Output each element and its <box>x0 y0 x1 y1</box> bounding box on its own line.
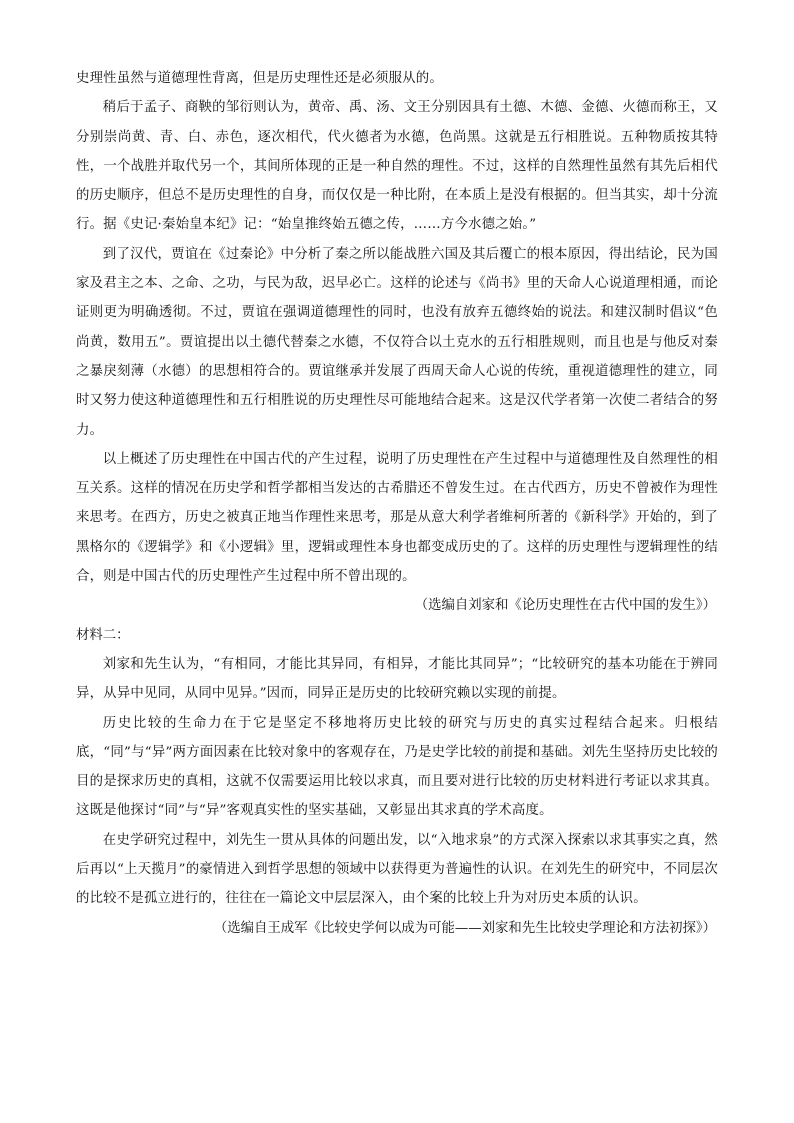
material-two-label: 材料二： <box>76 627 130 643</box>
source-citation-1: （选编自刘家和《论历史理性在古代中国的发生》） <box>414 598 716 614</box>
paragraph-continuation: 史理性虽然与道德理性背离，但是历史理性还是必须服从的。 <box>76 71 443 86</box>
paragraph-research-method: 在史学研究过程中，刘先生一贯从具体的问题出发，以“入地求泉”的方式深入探索以求其事实之真，然后再以“上天揽月”的豪情进入到哲学思想的领域中以获得更为普遍性的认识。在刘先生的研究中，不同层次的比较不是孤立进行的，往往在一篇论文中层层深入，由个案的比较上升为对历史本质的认识。 <box>76 832 718 907</box>
paragraph-comparison-premise: 刘家和先生认为，“有相同，才能比其异同，有相异，才能比其同异”；“比较研究的基本功能在于辨同异，从异中见同，从同中见异。”因而，同异正是历史的比较研究赖以实现的前提。 <box>76 656 718 702</box>
paragraph-comparison-vitality: 历史比较的生命力在于它是坚定不移地将历史比较的研究与历史的真实过程结合起来。归根结底，“同”与“异”两方面因素在比较对象中的客观存在，乃是史学比较的前提和基础。刘先生坚持历史比较的目的是探求历史的真相，这就不仅需要运用比较以求真，而且要对进行比较的历史材料进行考证以求其真。这既是他探讨“同”与“异”客观真实性的坚实基础，又彰显出其求真的学术高度。 <box>76 715 718 819</box>
source-citation-2: （选编自王成军《比较史学何以成为可能——刘家和先生比较史学理论和方法初探》） <box>213 920 716 936</box>
document-page <box>76 64 718 943</box>
paragraph-han-dynasty: 到了汉代，贾谊在《过秦论》中分析了秦之所以能战胜六国及其后覆亡的根本原因，得出结论，民为国家及君主之本、之命、之功，与民为敌，迟早必亡。这样的论述与《尚书》里的天命人心说道理相通，而论证则更为明确透彻。不过，贾谊在强调道德理性的同时，也没有放弃五德终始的说法。和建汉制时倡议“色尚黄，数用五”。贾谊提出以土德代替秦之水德，不仅符合以土克水的五行相胜规则，而且也是与他反对秦之暴戾刻薄（水德）的思想相符合的。贾谊继承并发展了西周天命人心说的传统，重视道德理性的建立，同时又努力使这种道德理性和五行相胜说的历史理性尽可能地结合起来。这是汉代学者第一次使二者结合的努力。 <box>76 246 718 438</box>
paragraph-summary: 以上概述了历史理性在中国古代的产生过程，说明了历史理性在产生过程中与道德理性及自然理性的相互关系。这样的情况在历史学和哲学都相当发达的古希腊还不曾发生过。在古代西方，历史不曾被作为理性来思考。在西方，历史之被真正地当作理性来思考，那是从意大利学者维柯所著的《新科学》开始的，到了黑格尔的《逻辑学》和《小逻辑》里，逻辑或理性本身也都变成历史的了。这样的历史理性与逻辑理性的结合，则是中国古代的历史理性产生过程中所不曾出现的。 <box>76 451 718 585</box>
paragraph-zou-yan: 稍后于孟子、商鞅的邹衍则认为，黄帝、禹、汤、文王分别因具有土德、木德、金德、火德而称王，又分别崇尚黄、青、白、赤色，逐次相代，代火德者为水德，色尚黑。这就是五行相胜说。五种物质按其特性，一个战胜并取代另一个，其间所体现的正是一种自然的理性。不过，这样的自然理性虽然有其先后相代的历史顺序，但总不是历史理性的自身，而仅仅是一种比附，在本质上是没有根据的。但当其实，却十分流行。据《史记·秦始皇本纪》记：“始皇推终始五德之传，……方今水德之始。” <box>76 100 718 233</box>
